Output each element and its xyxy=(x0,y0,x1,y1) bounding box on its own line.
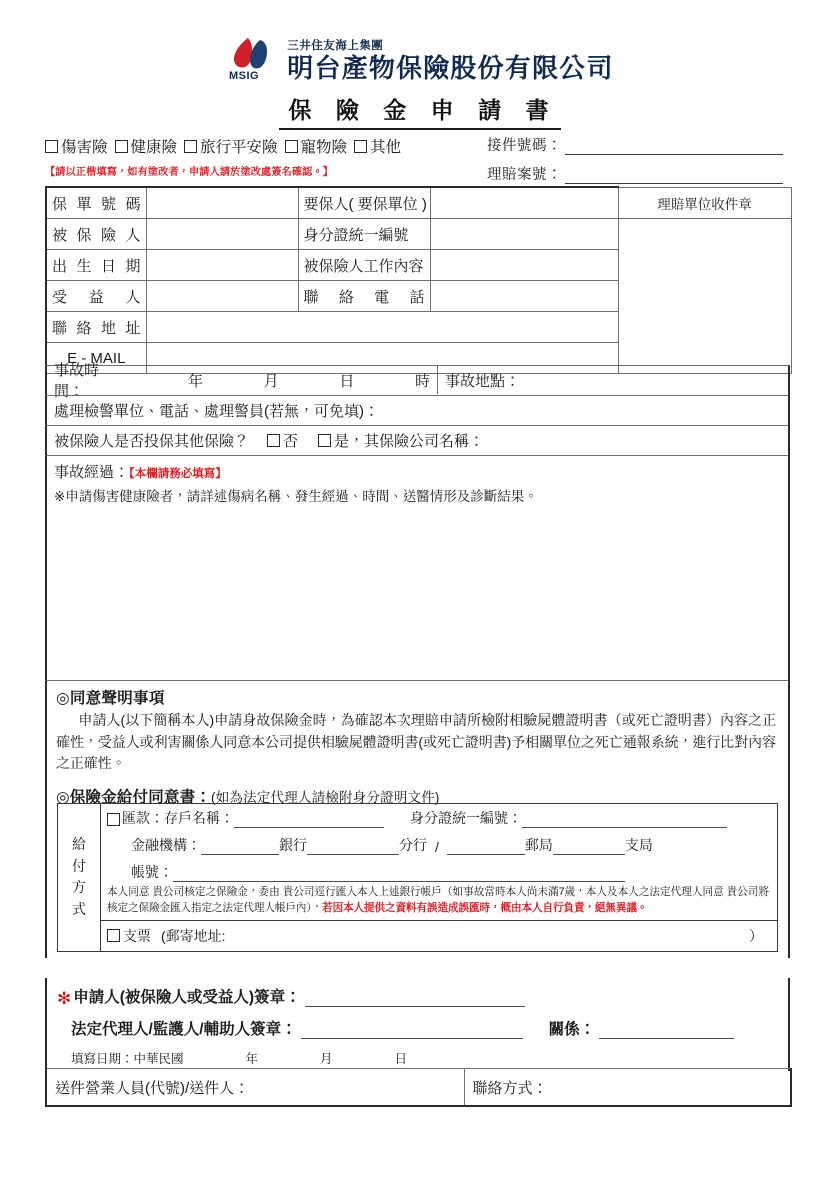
bank-suffix: 銀行 xyxy=(279,837,307,853)
msig-logo-icon xyxy=(226,34,278,82)
accident-time-field[interactable] xyxy=(47,362,437,400)
other-insurance-label: 被保險人是否投保其他保險？ xyxy=(54,432,250,450)
insurance-type-label: 其他 xyxy=(370,139,402,156)
accident-detail-label: 事故經過： xyxy=(54,464,130,481)
table-row xyxy=(46,1069,791,1107)
payment-method-box xyxy=(57,803,778,952)
month-unit: 月 xyxy=(263,372,279,390)
contact-phone-label: 聯絡電話 xyxy=(298,281,430,312)
brand-group-name: 三井住友海上集團 xyxy=(287,40,384,53)
insurance-type-checkbox-row xyxy=(45,135,465,157)
branch-name-input[interactable] xyxy=(307,840,399,855)
insurance-type-option-3[interactable] xyxy=(285,135,348,157)
insurance-type-option-0[interactable] xyxy=(45,135,108,157)
payment-fineprint xyxy=(101,884,777,920)
claim-unit-stamp-label: 理賠單位收件章 xyxy=(618,187,791,219)
submitter-footer-table xyxy=(45,1068,792,1107)
claim-case-number-input[interactable] xyxy=(565,168,783,184)
bank-name-input[interactable] xyxy=(201,840,279,855)
beneficiary-input[interactable] xyxy=(146,281,298,312)
year-unit: 年 xyxy=(188,372,204,390)
payment-consent-heading-sub: (如為法定代理人請檢附身分證明文件) xyxy=(211,790,440,806)
accident-time-label: 事故時間： xyxy=(54,362,100,400)
sender-label: 送件營業人員(代號)/送件人： xyxy=(55,1079,250,1097)
table-row xyxy=(46,187,791,219)
birth-date-input[interactable] xyxy=(146,250,298,281)
sender-field[interactable] xyxy=(46,1069,464,1107)
other-insurance-yes-option[interactable] xyxy=(318,430,484,451)
email-label: E - MAIL xyxy=(46,343,146,374)
brand-company-name: 明台產物保險股份有限公司 xyxy=(287,52,614,83)
brand-row xyxy=(0,34,840,82)
document-header xyxy=(0,0,840,130)
guardian-signature-label: 法定代理人/監護人/輔助人簽章： xyxy=(71,1021,297,1038)
accident-time-place-row xyxy=(45,362,790,400)
contact-method-field[interactable] xyxy=(464,1069,791,1107)
checkbox-icon[interactable] xyxy=(285,140,298,153)
consent-heading: ◎同意聲明事項 xyxy=(56,690,165,707)
fill-date-year: 年 xyxy=(245,1052,259,1066)
payment-method-body xyxy=(101,804,777,951)
post-suffix: 郵局 xyxy=(524,837,553,853)
receipt-number-input[interactable] xyxy=(565,139,783,155)
check-paren-close: ） xyxy=(749,927,763,944)
account-name-input[interactable] xyxy=(234,813,384,828)
receipt-number-label: 接件號碼： xyxy=(487,138,562,154)
checkbox-icon[interactable] xyxy=(107,813,120,826)
relation-label: 關係： xyxy=(548,1021,596,1038)
guardian-signature-row xyxy=(57,1017,778,1039)
fineprint-black: 本人同意 貴公司核定之保險金，委由 貴公司逕行匯入本人上述銀行帳戶（如事故當時本人尚未滿7歲，本人及本人之法定代理人同意 貴公司將核定之保險金匯入指定之法定代理人帳戶內）， xyxy=(107,886,769,914)
other-insurance-wrap xyxy=(47,426,788,454)
remit-account-name-line xyxy=(107,808,769,828)
contact-address-input[interactable] xyxy=(146,312,618,343)
applicant-signature-label: 申請人(被保險人或受益人)簽章： xyxy=(73,989,301,1006)
checkbox-icon[interactable] xyxy=(267,434,280,447)
subbranch-suffix: 支局 xyxy=(624,837,653,853)
insurance-type-label: 寵物險 xyxy=(300,139,348,156)
police-unit-label-wrap xyxy=(47,396,788,424)
fill-date-month: 月 xyxy=(320,1052,333,1066)
fill-date-row xyxy=(57,1049,778,1067)
fill-date-label: 填寫日期：中華民國 xyxy=(71,1052,184,1066)
birth-date-label: 出生日期 xyxy=(46,250,146,281)
accident-detail-required: 【本欄請務必填寫】 xyxy=(129,468,227,480)
remit-label: 匯款：存戶名稱： xyxy=(122,810,234,826)
check-payment-row xyxy=(101,920,777,951)
other-insurance-row xyxy=(45,425,790,455)
day-unit: 日 xyxy=(339,372,355,390)
checkbox-icon[interactable] xyxy=(184,140,197,153)
account-number-input[interactable] xyxy=(173,867,625,882)
accident-description-area[interactable] xyxy=(45,455,790,680)
claim-unit-stamp-area[interactable] xyxy=(618,219,791,374)
sub-branch-input[interactable] xyxy=(553,840,625,855)
signature-section xyxy=(45,978,790,1071)
insurance-type-option-4[interactable] xyxy=(354,135,401,157)
top-right-fields xyxy=(487,134,783,192)
svg-text:MSIG: MSIG xyxy=(229,70,260,82)
account-number-line xyxy=(107,862,769,882)
vertical-char: 給 xyxy=(72,836,86,853)
checkbox-icon[interactable] xyxy=(45,140,58,153)
consent-declaration-section xyxy=(45,680,790,815)
consent-body: 申請人(以下簡稱本人)申請身故保險金時，為確認本次理賠申請所檢附相驗屍體證明書（或死亡證明書）內容之正確性，受益人或利害關係人同意本公司提供相驗屍體證明書(或死亡證明書)予相關單位之死亡通報系統，進行比對內容之正確性。 xyxy=(56,712,776,772)
accident-description-header xyxy=(47,456,788,510)
applicant-input[interactable] xyxy=(430,187,618,219)
checkbox-icon[interactable] xyxy=(318,434,331,447)
insured-person-label: 被保險人 xyxy=(46,219,146,250)
accident-detail-note: ※申請傷害健康險者，請詳述傷病名稱、發生經過、時間、送醫情形及診斷結果。 xyxy=(54,489,538,504)
applicant-signature-input[interactable] xyxy=(305,990,525,1007)
check-label: 支票 xyxy=(123,927,151,944)
checkbox-icon[interactable] xyxy=(115,140,128,153)
other-insurance-yes-label: 是，其保險公司名稱： xyxy=(334,432,485,450)
policy-number-label: 保單號碼 xyxy=(46,187,146,219)
required-asterisk-icon: ✻ xyxy=(57,989,72,1008)
accident-place-field[interactable] xyxy=(437,366,788,394)
post-office-input[interactable] xyxy=(447,840,525,855)
insured-occupation-label: 被保險人工作內容 xyxy=(298,250,430,281)
institution-label: 金融機構： xyxy=(131,837,201,853)
payment-id-input[interactable] xyxy=(522,813,727,828)
police-unit-label: 處理檢警單位、電話、處理警員(若無，可免填)： xyxy=(54,402,379,420)
insurance-type-option-1[interactable] xyxy=(115,135,178,157)
checkbox-icon[interactable] xyxy=(354,140,367,153)
insured-occupation-input[interactable] xyxy=(430,250,618,281)
relation-input[interactable] xyxy=(599,1022,734,1039)
insurance-type-label: 傷害險 xyxy=(61,139,108,156)
vertical-char: 方 xyxy=(72,879,86,896)
insurance-type-label: 旅行平安險 xyxy=(200,139,278,156)
account-number-label: 帳號： xyxy=(131,864,173,880)
policyholder-info-table xyxy=(45,186,792,374)
checkbox-icon[interactable] xyxy=(107,929,120,942)
payment-method-section xyxy=(45,800,790,958)
claim-case-number-label: 理賠案號： xyxy=(487,167,562,183)
page-title: 保 險 金 申 請 書 xyxy=(279,92,562,130)
check-address-label: (郵寄地址: xyxy=(161,927,226,944)
red-warning-note: 【請以正楷填寫，如有塗改者，申請人請於塗改處簽名確認。】 xyxy=(45,167,334,178)
guardian-signature-input[interactable] xyxy=(301,1022,523,1039)
claim-case-number-row xyxy=(487,163,783,184)
insurance-type-option-2[interactable] xyxy=(184,135,278,157)
other-insurance-no-label: 否 xyxy=(283,432,299,450)
receipt-number-row xyxy=(487,134,783,155)
vertical-char: 付 xyxy=(72,857,86,874)
table-row xyxy=(46,219,791,250)
hour-unit: 時 xyxy=(414,372,430,390)
payment-method-vertical-label xyxy=(58,804,101,951)
insured-person-input[interactable] xyxy=(146,219,298,250)
other-insurance-no-option[interactable] xyxy=(267,430,298,451)
national-id-input[interactable] xyxy=(430,219,618,250)
brand-text xyxy=(287,41,613,82)
payment-consent-heading-text: ◎保險金給付同意書： xyxy=(56,789,212,807)
contact-address-label: 聯絡地址 xyxy=(46,312,146,343)
national-id-label: 身分證統一編號 xyxy=(298,219,430,250)
financial-institution-line xyxy=(107,835,769,855)
beneficiary-label: 受益人 xyxy=(46,281,146,312)
contact-phone-input[interactable] xyxy=(430,281,618,312)
police-unit-row[interactable] xyxy=(45,395,790,425)
accident-place-label: 事故地點： xyxy=(445,372,521,390)
vertical-char: 式 xyxy=(72,901,86,918)
applicant-signature-row xyxy=(57,985,778,1007)
insurance-type-label: 健康險 xyxy=(130,139,178,156)
applicant-label: 要保人( 要保單位 ) xyxy=(298,187,430,219)
policy-number-input[interactable] xyxy=(146,187,298,219)
payment-id-label: 身分證統一編號： xyxy=(410,810,522,826)
branch-suffix: 分行 xyxy=(399,837,427,853)
contact-method-label: 聯絡方式： xyxy=(472,1079,548,1097)
remittance-row xyxy=(101,804,777,884)
slash-separator: / xyxy=(435,839,439,855)
fill-date-day: 日 xyxy=(394,1052,408,1066)
fineprint-red: 若因本人提供之資料有誤造成誤匯時，概由本人自行負責，絕無異議。 xyxy=(322,901,648,914)
